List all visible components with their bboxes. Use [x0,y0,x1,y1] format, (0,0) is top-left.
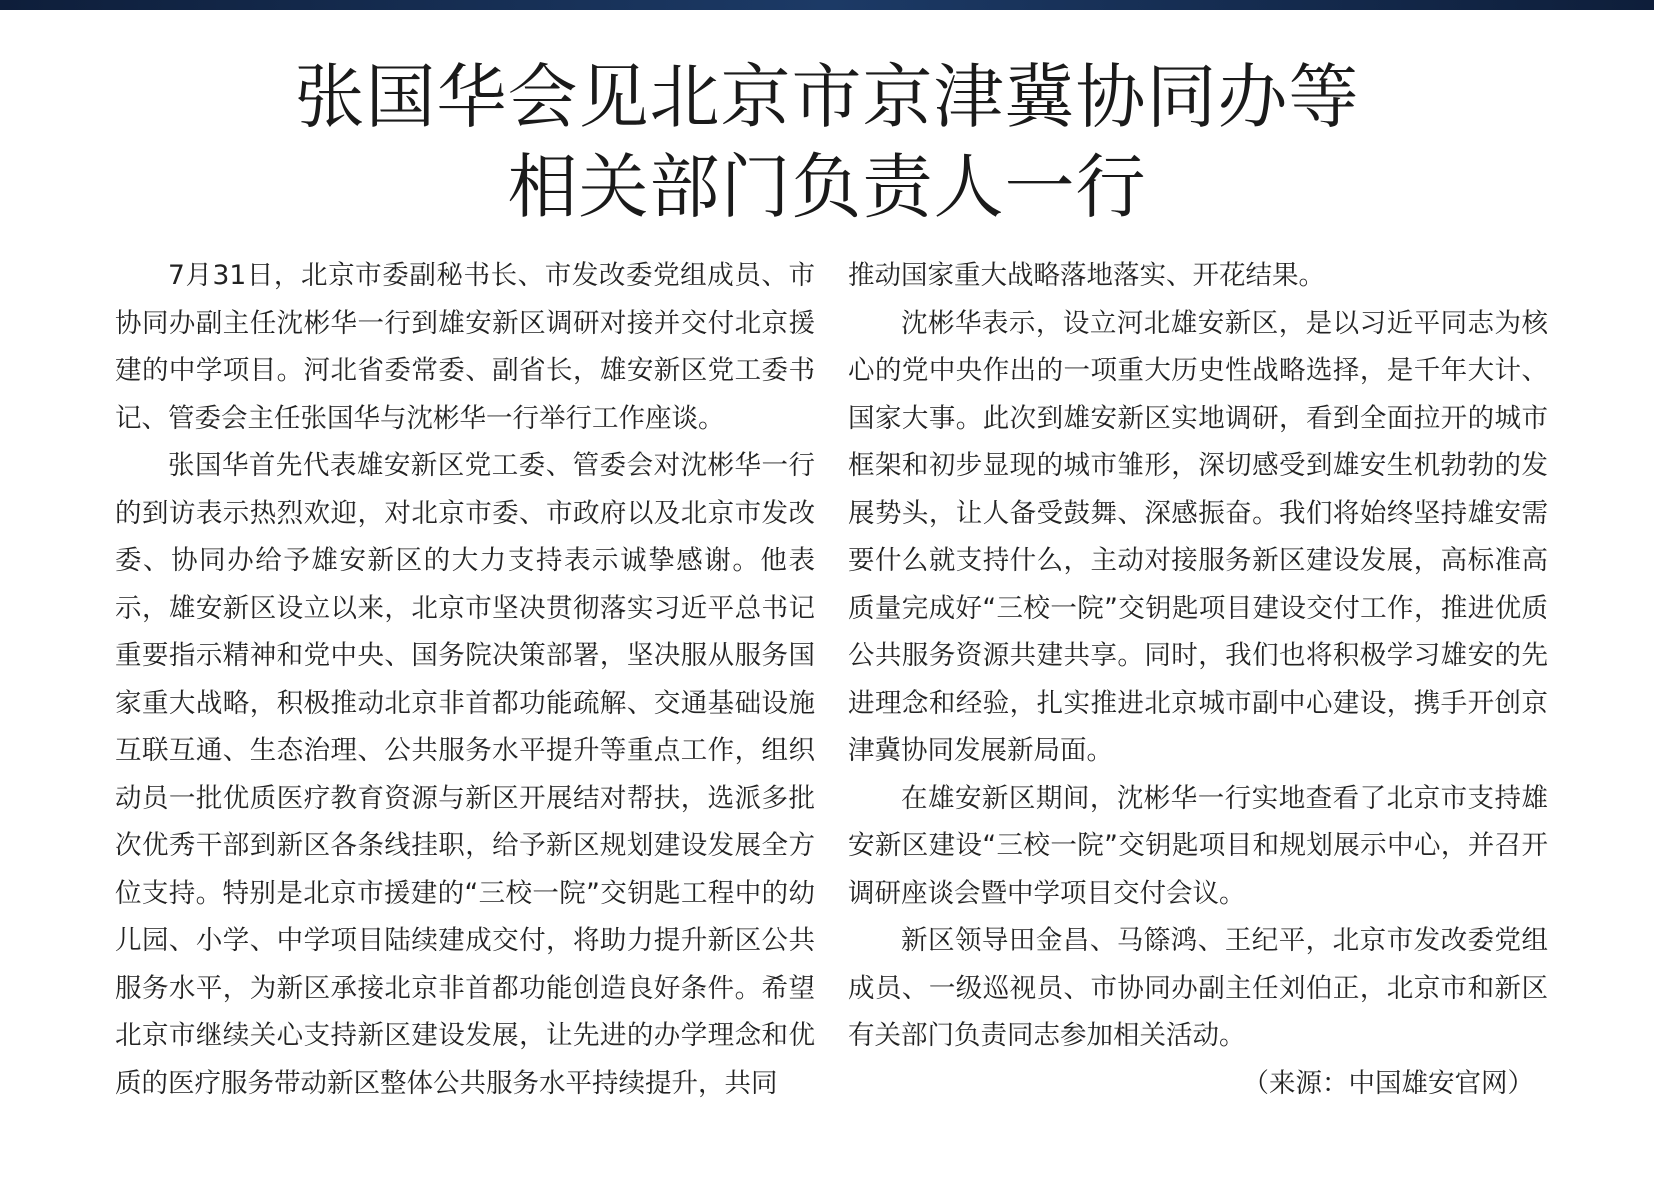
paragraph-site-visit: 在雄安新区期间，沈彬华一行实地查看了北京市支持雄安新区建设“三校一院”交钥匙项目和规划展示中心，并召开调研座谈会暨中学项目交付会议。 [848,782,1548,909]
article-title-line-2: 相关部门负责人一行 [507,146,1147,228]
article-column-left [115,252,815,1107]
source-credit: （来源：中国雄安官网） [1242,1067,1534,1099]
article-title [0,52,1654,232]
article-title-line-1: 张国华会见北京市京津冀协同办等 [294,56,1360,138]
paragraph-zhang-remarks-continued: 推动国家重大战略落地落实、开花结果。 [848,260,1325,291]
paragraph-shen-remarks: 沈彬华表示，设立河北雄安新区，是以习近平同志为核心的党中央作出的一项重大历史性战略选择，是千年大计、国家大事。此次到雄安新区实地调研，看到全面拉开的城市框架和初步显现的城市雏形，深切感受到雄安生机勃勃的发展势头，让人备受鼓舞、深感振奋。我们将始终坚持雄安需要什么就支持什么，主动对接服务新区建设发展，高标准高质量完成好“三校一院”交钥匙项目建设交付工作，推进优质公共服务资源共建共享。同时，我们也将积极学习雄安的先进理念和经验，扎实推进北京城市副中心建设，携手开创京津冀协同发展新局面。 [848,307,1548,766]
article-column-right [848,252,1548,1107]
paragraph-attendees: 新区领导田金昌、马篨鸿、王纪平，北京市发改委党组成员、一级巡视员、市协同办副主任刘伯正，北京市和新区有关部门负责同志参加相关活动。 [848,925,1548,1051]
paragraph-intro: 7月31日，北京市委副秘书长、市发改委党组成员、市协同办副主任沈彬华一行到雄安新区调研对接并交付北京援建的中学项目。河北省委常委、副省长，雄安新区党工委书记、管委会主任张国华与沈彬华一行举行工作座谈。 [115,260,815,434]
paragraph-zhang-remarks: 张国华首先代表雄安新区党工委、管委会对沈彬华一行的到访表示热烈欢迎，对北京市委、市政府以及北京市发改委、协同办给予雄安新区的大力支持表示诚挚感谢。他表示，雄安新区设立以来，北京市坚决贯彻落实习近平总书记重要指示精神和党中央、国务院决策部署，坚决服从服务国家重大战略，积极推动北京非首都功能疏解、交通基础设施互联互通、生态治理、公共服务水平提升等重点工作，组织动员一批优质医疗教育资源与新区开展结对帮扶，选派多批次优秀干部到新区各条线挂职，给予新区规划建设发展全方位支持。特别是北京市援建的“三校一院”交钥匙工程中的幼儿园、小学、中学项目陆续建成交付，将助力提升新区公共服务水平，为新区承接北京非首都功能创造良好条件。希望北京市继续关心支持新区建设发展，让先进的办学理念和优质的医疗服务带动新区整体公共服务水平持续提升，共同 [115,450,815,1099]
header-color-bar [0,0,1654,10]
